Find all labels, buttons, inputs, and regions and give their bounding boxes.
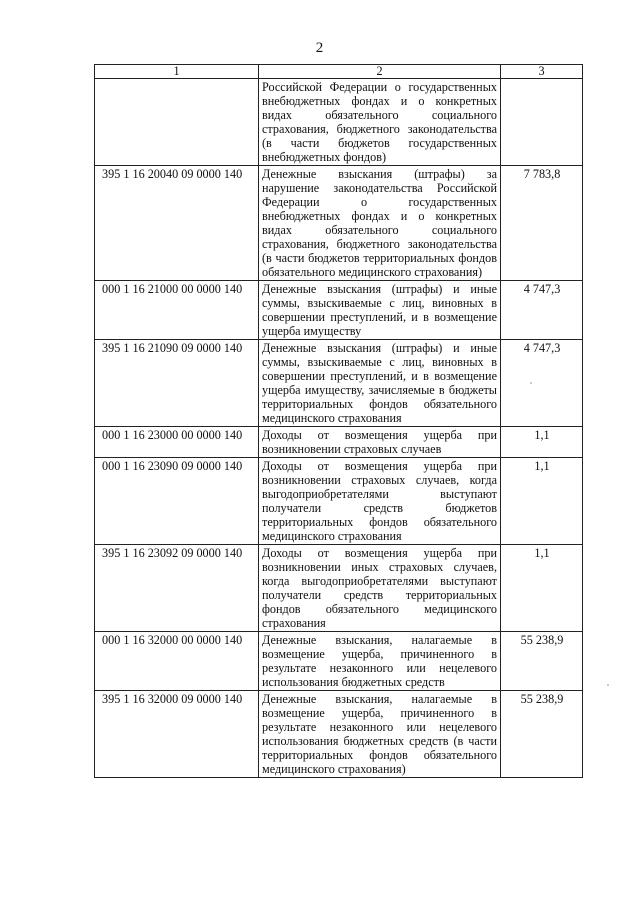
- table-row: [95, 545, 583, 632]
- scan-speck: [607, 684, 609, 686]
- amount-cell: 4 747,3: [501, 340, 583, 427]
- column-header-3: 3: [501, 65, 583, 79]
- description-cell: Денежные взыскания (штрафы) и иные суммы, взыскиваемые с лиц, виновных в совершении преступлений, и в возмещение ущерба имуществу: [259, 281, 501, 340]
- code-cell: 000 1 16 32000 00 0000 140: [95, 632, 259, 691]
- scan-speck: [530, 382, 532, 384]
- table-row: [95, 691, 583, 778]
- table-row: [95, 281, 583, 340]
- code-cell: 395 1 16 32000 09 0000 140: [95, 691, 259, 778]
- code-cell: 000 1 16 21000 00 0000 140: [95, 281, 259, 340]
- table-row: [95, 427, 583, 458]
- column-header-2: 2: [259, 65, 501, 79]
- page-number: 2: [315, 40, 324, 56]
- amount-cell: 1,1: [501, 427, 583, 458]
- amount-cell: 4 747,3: [501, 281, 583, 340]
- code-cell: [95, 79, 259, 166]
- code-cell: 000 1 16 23090 09 0000 140: [95, 458, 259, 545]
- amount-cell: 55 238,9: [501, 691, 583, 778]
- revenue-table: [94, 64, 583, 778]
- table-header-row: [95, 65, 583, 79]
- code-cell: 395 1 16 20040 09 0000 140: [95, 166, 259, 281]
- description-cell: Российской Федерации о государственных внебюджетных фондах и о конкретных видах обязательного социального страхования, бюджетного законодательства (в части бюджетов государственных внебюджетных фондов): [259, 79, 501, 166]
- table-row: [95, 166, 583, 281]
- code-cell: 000 1 16 23000 00 0000 140: [95, 427, 259, 458]
- table-row: [95, 79, 583, 166]
- code-cell: 395 1 16 23092 09 0000 140: [95, 545, 259, 632]
- description-cell: Доходы от возмещения ущерба при возникновении страховых случаев, когда выгодоприобретателями выступают получатели средств бюджетов территориальных фондов обязательного медицинского страхования: [259, 458, 501, 545]
- column-header-1: 1: [95, 65, 259, 79]
- table-row: [95, 340, 583, 427]
- description-cell: Денежные взыскания, налагаемые в возмещение ущерба, причиненного в результате незаконного или нецелевого использования бюджетных средств: [259, 632, 501, 691]
- amount-cell: [501, 79, 583, 166]
- table-row: [95, 458, 583, 545]
- table-row: [95, 632, 583, 691]
- amount-cell: 1,1: [501, 545, 583, 632]
- description-cell: Денежные взыскания, налагаемые в возмещение ущерба, причиненного в результате незаконного или нецелевого использования бюджетных средств (в части территориальных фондов обязательного медицинского страхования): [259, 691, 501, 778]
- amount-cell: 55 238,9: [501, 632, 583, 691]
- description-cell: Денежные взыскания (штрафы) за нарушение законодательства Российской Федерации о государственных внебюджетных фондах и о конкретных видах обязательного социального страхования, бюджетного законодательства (в части бюджетов территориальных фондов обязательного медицинского страхования): [259, 166, 501, 281]
- description-cell: Денежные взыскания (штрафы) и иные суммы, взыскиваемые с лиц, виновных в совершении преступлений, и в возмещение ущерба имуществу, зачисляемые в бюджеты территориальных фондов обязательного медицинского страхования: [259, 340, 501, 427]
- description-cell: Доходы от возмещения ущерба при возникновении иных страховых случаев, когда выгодоприобретателями выступают получатели средств территориальных фондов обязательного медицинского страхования: [259, 545, 501, 632]
- amount-cell: 1,1: [501, 458, 583, 545]
- amount-cell: 7 783,8: [501, 166, 583, 281]
- description-cell: Доходы от возмещения ущерба при возникновении страховых случаев: [259, 427, 501, 458]
- code-cell: 395 1 16 21090 09 0000 140: [95, 340, 259, 427]
